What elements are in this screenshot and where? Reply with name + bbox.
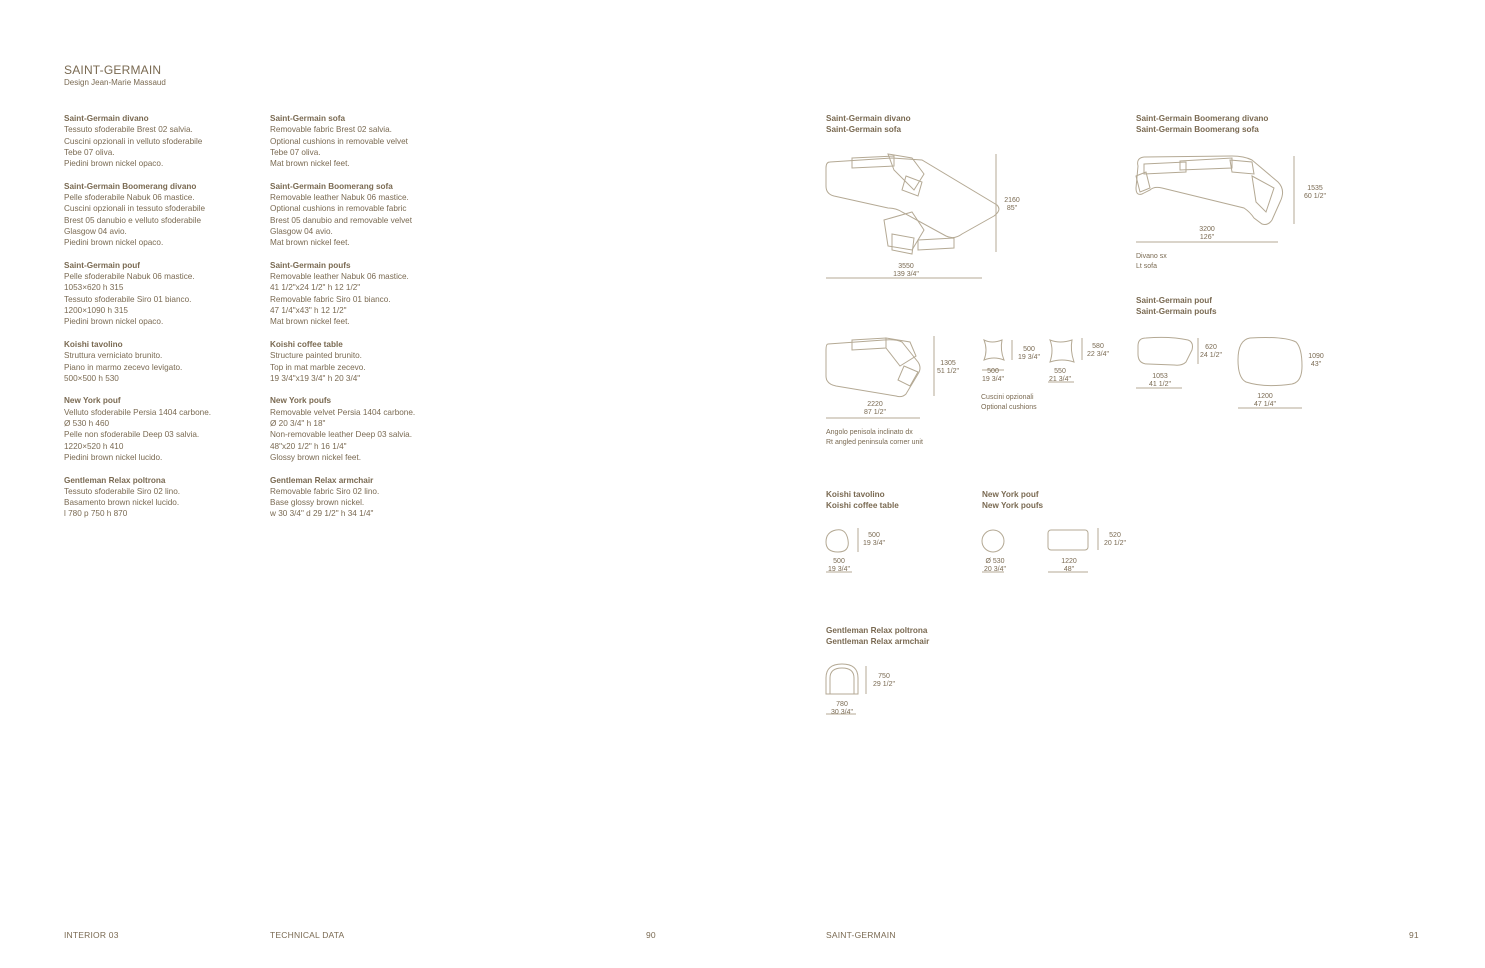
spec-line: Tessuto sfoderabile Siro 01 bianco.: [64, 294, 192, 304]
spec-heading: Gentleman Relax poltrona: [64, 475, 166, 485]
spec-line: Glossy brown nickel feet.: [270, 452, 362, 462]
spec-heading: Saint-Germain divano: [64, 114, 149, 123]
cushion1-height-in: 19 3/4": [1018, 353, 1040, 361]
spec-line: Removable velvet Persia 1404 carbone.: [270, 407, 416, 417]
sg-pouf1-width-mm: 1053: [1152, 373, 1168, 380]
sg-sofa-width-mm: 3550: [898, 263, 914, 270]
spec-line: l 780 p 750 h 870: [64, 509, 128, 519]
sg-sofa-width-label: [886, 263, 926, 278]
cushion2-height-in: 22 3/4": [1087, 350, 1109, 358]
sg-pouf2-width-mm: 1200: [1257, 393, 1273, 400]
spec-line: Pelle sfoderabile Nabuk 06 mastice.: [64, 272, 195, 282]
footer-chapter-label: TECHNICAL DATA: [270, 930, 345, 940]
spec-heading: Saint-Germain poufs: [270, 260, 351, 270]
gentleman-title-it: Gentleman Relax poltrona: [826, 626, 928, 635]
footer-section-label: INTERIOR 03: [64, 930, 119, 940]
spec-line: Tebe 07 oliva.: [64, 147, 115, 157]
spec-entry: [64, 475, 254, 520]
sg-pouf1-height-label: [1196, 344, 1226, 359]
sg-pouf2-width-label: [1250, 393, 1280, 408]
spec-line: Pelle non sfoderabile Deep 03 salvia.: [64, 430, 200, 440]
spec-line: 41 1/2"x24 1/2" h 12 1/2": [270, 283, 361, 293]
newyork-pouf1-width-in: 20 3/4": [984, 565, 1006, 573]
spec-heading: Gentleman Relax armchair: [270, 475, 374, 485]
boomerang-title-it: Saint-Germain Boomerang divano: [1136, 114, 1269, 123]
spec-line: Brest 05 danubio and removable velvet: [270, 215, 413, 225]
spec-line: Optional cushions in removable fabric: [270, 204, 407, 214]
spec-line: 19 3/4"x19 3/4" h 20 3/4": [270, 373, 361, 383]
spec-heading: Saint-Germain Boomerang sofa: [270, 181, 393, 191]
spec-line: Tessuto sfoderabile Siro 02 lino.: [64, 486, 181, 496]
sg-pouf1-height-in: 24 1/2": [1200, 351, 1222, 359]
sg-sofa-width-in: 139 3/4": [893, 270, 919, 278]
boomerang-width-in: 126": [1199, 233, 1215, 241]
cushion1-height-mm: 500: [1023, 346, 1035, 353]
newyork-pouf1-width-mm: Ø 530: [985, 558, 1005, 565]
boomerang-height-in: 60 1/2": [1304, 192, 1326, 200]
corner-width-label: [858, 401, 892, 416]
corner-caption-en: Rt angled peninsula corner unit: [826, 439, 923, 446]
english-spec-column: [270, 113, 460, 531]
newyork-title-en: New York poufs: [982, 501, 1044, 511]
spec-line: Brest 05 danubio e velluto sfoderabile: [64, 215, 202, 225]
spec-heading: New York poufs: [270, 396, 332, 406]
cushions-caption-it: Cuscini opzionali: [981, 394, 1034, 401]
spec-line: Struttura verniciato brunito.: [64, 351, 163, 361]
spec-line: Tessuto sfoderabile Brest 02 salvia.: [64, 125, 193, 135]
cushion2-width-mm: 550: [1054, 368, 1066, 375]
newyork-pouf1-width-label: [981, 558, 1009, 573]
spec-line: Pelle sfoderabile Nabuk 06 mastice.: [64, 193, 195, 203]
koishi-width-label: [825, 558, 853, 573]
spec-line: Piedini brown nickel opaco.: [64, 238, 164, 248]
sg-sofa-height-label: [1000, 197, 1024, 212]
corner-height-in: 51 1/2": [937, 367, 959, 375]
italian-spec-column: [64, 113, 254, 531]
cushion1-width-in: 19 3/4": [982, 375, 1004, 383]
newyork-pouf2-height-in: 20 1/2": [1104, 539, 1126, 547]
gentleman-depth-mm: 750: [878, 673, 890, 680]
spec-line: 1220×520 h 410: [64, 441, 124, 451]
sg-pouf1-height-mm: 620: [1205, 344, 1217, 351]
boomerang-caption: [1136, 252, 1167, 272]
cushion2-width-label: [1046, 368, 1074, 383]
spec-line: Piedini brown nickel lucido.: [64, 452, 163, 462]
sg-pouf1-width-in: 41 1/2": [1149, 380, 1171, 388]
spec-entry: [64, 260, 254, 328]
page-title: SAINT-GERMAIN: [64, 63, 162, 77]
newyork-pouf2-height-mm: 520: [1109, 532, 1121, 539]
koishi-width-mm: 500: [833, 558, 845, 565]
spec-entry: [270, 181, 460, 249]
sg-pouf-title-en: Saint-Germain poufs: [1136, 307, 1217, 317]
spec-line: Mat brown nickel feet.: [270, 238, 350, 248]
spec-line: Optional cushions in removable velvet: [270, 136, 408, 146]
gentleman-title: [826, 625, 929, 648]
spec-line: 1200×1090 h 315: [64, 306, 128, 316]
cushion2-height-label: [1084, 343, 1112, 358]
spec-entry: [64, 113, 254, 169]
cushion1-width-mm: 500: [987, 368, 999, 375]
boomerang-width-mm: 3200: [1199, 226, 1215, 233]
spec-line: Removable leather Nabuk 06 mastice.: [270, 193, 409, 203]
spec-line: Mat brown nickel feet.: [270, 317, 350, 327]
corner-height-label: [934, 360, 962, 375]
spec-line: Basamento brown nickel lucido.: [64, 498, 180, 508]
spec-line: Structure painted brunito.: [270, 351, 362, 361]
spec-line: Removable fabric Siro 02 lino.: [270, 486, 380, 496]
sg-sofa-drawing: [822, 150, 1002, 280]
spec-entry: [270, 395, 460, 463]
spec-entry: [270, 113, 460, 169]
newyork-pouf2-width-mm: 1220: [1061, 558, 1077, 565]
cushion2-height-mm: 580: [1092, 343, 1104, 350]
spec-line: Cuscini opzionali in tessuto sfoderabile: [64, 204, 206, 214]
corner-caption-it: Angolo penisola inclinato dx: [826, 429, 913, 436]
spec-line: 1053×620 h 315: [64, 283, 124, 293]
cushions-caption-en: Optional cushions: [981, 404, 1037, 411]
sg-sofa-title-it: Saint-Germain divano: [826, 114, 911, 123]
sg-sofa-height-mm: 2160: [1004, 197, 1020, 204]
spec-line: Base glossy brown nickel.: [270, 498, 365, 508]
spec-line: Tebe 07 oliva.: [270, 147, 321, 157]
sg-pouf-title-it: Saint-Germain pouf: [1136, 296, 1212, 305]
corner-height-mm: 1305: [940, 360, 956, 367]
spec-line: 47 1/4"x43" h 12 1/2": [270, 306, 347, 316]
cushion1-width-label: [980, 368, 1006, 383]
spec-entry: [64, 395, 254, 463]
spec-line: Ø 20 3/4" h 18": [270, 419, 326, 429]
spec-line: Glasgow 04 avio.: [270, 226, 333, 236]
spec-entry: [64, 339, 254, 384]
koishi-title-it: Koishi tavolino: [826, 490, 885, 499]
spec-line: Piedini brown nickel opaco.: [64, 317, 164, 327]
newyork-pouf2-width-label: [1054, 558, 1084, 573]
newyork-title: [982, 489, 1043, 512]
sg-pouf1-width-label: [1144, 373, 1176, 388]
spec-line: Piano in marmo zecevo levigato.: [64, 362, 183, 372]
gentleman-depth-label: [870, 673, 898, 688]
sg-pouf2-height-mm: 1090: [1308, 353, 1324, 360]
gentleman-depth-in: 29 1/2": [873, 680, 895, 688]
koishi-width-in: 19 3/4": [828, 565, 850, 573]
sg-sofa-title: [826, 113, 911, 136]
page-number-left: 90: [646, 930, 656, 940]
koishi-height-in: 19 3/4": [863, 539, 885, 547]
boomerang-height-label: [1298, 185, 1332, 200]
spec-entry: [270, 260, 460, 328]
sg-pouf2-height-label: [1302, 353, 1330, 368]
spec-line: 500×500 h 530: [64, 373, 119, 383]
newyork-title-it: New York pouf: [982, 490, 1039, 499]
cushion1-height-label: [1016, 346, 1042, 361]
spec-entry: [64, 181, 254, 249]
gentleman-title-en: Gentleman Relax armchair: [826, 637, 930, 647]
corner-caption: [826, 428, 923, 448]
spec-entry: [270, 475, 460, 520]
corner-width-mm: 2220: [867, 401, 883, 408]
corner-width-in: 87 1/2": [864, 408, 886, 416]
boomerang-width-label: [1190, 226, 1224, 241]
koishi-height-label: [860, 532, 888, 547]
sg-sofa-title-en: Saint-Germain sofa: [826, 125, 902, 135]
boomerang-title: [1136, 113, 1268, 136]
sg-pouf-title: [1136, 295, 1217, 318]
boomerang-caption-en: Lt sofa: [1136, 263, 1158, 270]
spec-entry: [270, 339, 460, 384]
newyork-pouf2-height-label: [1100, 532, 1130, 547]
spec-line: w 30 3/4" d 29 1/2" h 34 1/4": [270, 509, 374, 519]
spec-heading: Koishi coffee table: [270, 339, 343, 349]
spec-heading: Koishi tavolino: [64, 339, 123, 349]
newyork-pouf2-width-in: 48": [1063, 565, 1075, 573]
page-number-right: 91: [1409, 930, 1419, 940]
spec-line: Velluto sfoderabile Persia 1404 carbone.: [64, 407, 212, 417]
spec-heading: Saint-Germain sofa: [270, 114, 346, 123]
koishi-title: [826, 489, 899, 512]
spec-line: Mat brown nickel feet.: [270, 159, 350, 169]
spec-line: Removable fabric Brest 02 salvia.: [270, 125, 392, 135]
spec-heading: New York pouf: [64, 396, 121, 406]
gentleman-width-label: [828, 701, 856, 716]
sg-pouf2-height-in: 43": [1310, 360, 1322, 368]
cushion2-width-in: 21 3/4": [1049, 375, 1071, 383]
koishi-title-en: Koishi coffee table: [826, 501, 899, 511]
gentleman-width-mm: 780: [836, 701, 848, 708]
spec-line: Cuscini opzionali in velluto sfoderabile: [64, 136, 203, 146]
spec-heading: Saint-Germain pouf: [64, 260, 140, 270]
designer-credit: Design Jean-Marie Massaud: [64, 78, 166, 87]
spec-line: Ø 530 h 460: [64, 419, 110, 429]
spec-heading: Saint-Germain Boomerang divano: [64, 181, 197, 191]
spec-line: Glasgow 04 avio.: [64, 226, 127, 236]
footer-product-label: SAINT-GERMAIN: [826, 930, 896, 940]
boomerang-title-en: Saint-Germain Boomerang sofa: [1136, 125, 1259, 135]
boomerang-caption-it: Divano sx: [1136, 253, 1167, 260]
gentleman-width-in: 30 3/4": [831, 708, 853, 716]
boomerang-height-mm: 1535: [1307, 185, 1323, 192]
spec-line: Removable leather Nabuk 06 mastice.: [270, 272, 409, 282]
spec-line: 48"x20 1/2" h 16 1/4": [270, 441, 347, 451]
spec-line: Non-removable leather Deep 03 salvia.: [270, 430, 412, 440]
sg-sofa-height-in: 85": [1006, 204, 1018, 212]
spec-line: Piedini brown nickel opaco.: [64, 159, 164, 169]
cushions-caption: [981, 393, 1037, 413]
sg-pouf2-width-in: 47 1/4": [1254, 400, 1276, 408]
koishi-height-mm: 500: [868, 532, 880, 539]
spec-line: Removable fabric Siro 01 bianco.: [270, 294, 391, 304]
spec-line: Top in mat marble zecevo.: [270, 362, 366, 372]
